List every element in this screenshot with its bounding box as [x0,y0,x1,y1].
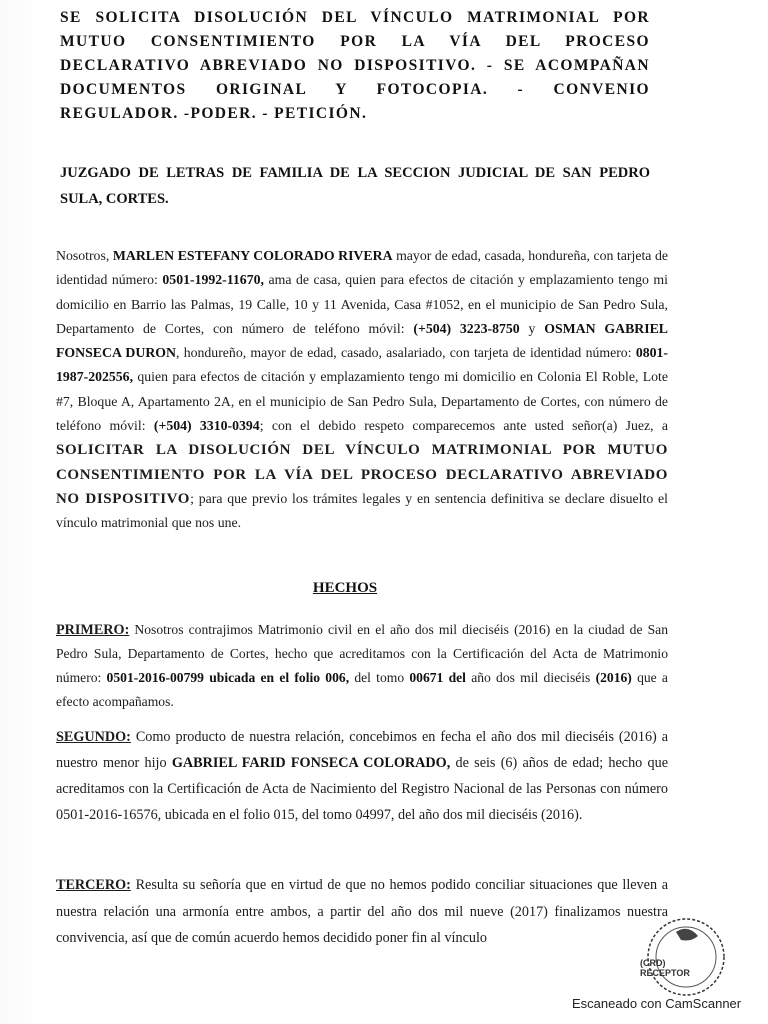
fact-text: del tomo [354,670,405,685]
fact-label: SEGUNDO: [56,729,131,745]
petitioner-2-id: 0801-1987-202556, [56,345,669,385]
petitioner-2-name: OSMAN GABRIEL FONSECA DURON [56,320,669,361]
stamp-line-2: RECEPTOR [640,968,690,978]
intro-text: ; con el debido respeto comparecemos ante usted señor(a) Juez, a [259,418,668,434]
petitioner-1-id: 0501-1992-11670, [162,272,264,288]
fact-second [56,724,668,828]
intro-text: , hondureño, mayor de edad, casado, asalariado, con tarjeta de identidad número: [176,345,632,361]
folio-number: 006, [325,670,350,685]
fact-text: de seis (6) años de edad; hecho que acreditamos con la Certificación de Acta de Nacimiento del Registro Nacional de las Personas con número 0501-2016-16576, ubicada en el folio 015, del tomo 04997, del año dos mil dieciséis (2016). [56,755,669,823]
document-page [40,0,730,1000]
intro-text: ama de casa, quien para efectos de citación y emplazamiento tengo mi domicilio en Barrio las Palmas, 19 Calle, 10 y 11 Avenida, Casa #1052, en el municipio de San Pedro Sula, Departamento de Cortes, con número de teléfono móvil: [56,272,668,336]
intro-text: y [528,320,536,336]
stamp-line-1: (CRD) [640,958,666,968]
intro-paragraph [56,244,668,536]
intro-text: Nosotros, [56,248,110,263]
fact-text: Resulta su señoría que en virtud de que no hemos podido conciliar situaciones que lleven a nuestra relación una armonía entre ambos, a partir del año dos mil nueve (2017) finalizamos nuestra convivencia, así que de común acuerdo hemos decidido poner fin al vínculo [56,877,668,946]
fact-text: año dos mil dieciséis [471,670,591,685]
intro-text: mayor de edad, casada, hondureña, con tarjeta de identidad número: [56,248,668,288]
section-title-hechos: HECHOS [312,580,378,596]
petitioner-1-name: MARLEN ESTEFANY COLORADO RIVERA [112,248,393,263]
stamp-label [640,958,690,978]
petitioner-2-phone: (+504) 3310-0394 [153,418,260,434]
request-statement: SOLICITAR LA DISOLUCIÓN DEL VÍNCULO MATRIMONIAL POR MUTUO CONSENTIMIENTO POR LA VÍA DEL PROCESO DECLARATIVO ABREVIADO NO DISPOSITIVO [56,442,668,507]
scanner-watermark: Escaneado con CamScanner [572,996,742,1011]
fact-text: Como producto de nuestra relación, concebimos en fecha el año dos mil dieciséis (2016) a nuestro menor hijo [56,729,669,771]
intro-text: quien para efectos de citación y emplazamiento tengo mi domicilio en Colonia El Roble, Lote #7, Bloque A, Apartamento 2A, en el municipio de San Pedro Sula, Departamento de Cortes, con número de teléfono móvil: [56,369,668,434]
fact-third [56,872,668,952]
receptor-stamp-icon [636,912,726,1002]
fact-label: PRIMERO: [56,622,130,638]
year-value: (2016) [595,670,632,685]
tomo-number: 00671 del [409,670,466,685]
intro-text: ; para que previo los trámites legales y en sentencia definitiva se declare disuelto el vínculo matrimonial que nos une. [56,490,668,531]
fact-label: TERCERO: [56,877,131,893]
petitioner-1-phone: (+504) 3223-8750 [413,320,520,336]
fact-text: Nosotros contrajimos Matrimonio civil en el año dos mil dieciséis (2016) en la ciudad de San Pedro Sula, Departamento de Cortes, hecho que acreditamos con la Certificación del Acta de Matrimonio número: [56,622,668,685]
document-heading: SE SOLICITA DISOLUCIÓN DEL VÍNCULO MATRIMONIAL POR MUTUO CONSENTIMIENTO POR LA VÍA DEL PROCESO DECLARATIVO ABREVIADO NO DISPOSITIVO. - SE ACOMPAÑAN DOCUMENTOS ORIGINAL Y FOTOCOPIA. - CONVENIO REGULADOR. -PODER. - PETICIÓN. [60,9,650,122]
marriage-record-number: 0501-2016-00799 [106,670,204,685]
court-addressee: JUZGADO DE LETRAS DE FAMILIA DE LA SECCION JUDICIAL DE SAN PEDRO SULA, CORTES. [60,165,650,207]
scan-margin [0,0,40,1024]
fact-first [56,618,668,714]
fact-text: que a efecto acompañamos. [56,670,668,709]
child-name: GABRIEL FARID FONSECA COLORADO, [171,755,451,771]
fact-text: ubicada en el folio [209,670,321,685]
